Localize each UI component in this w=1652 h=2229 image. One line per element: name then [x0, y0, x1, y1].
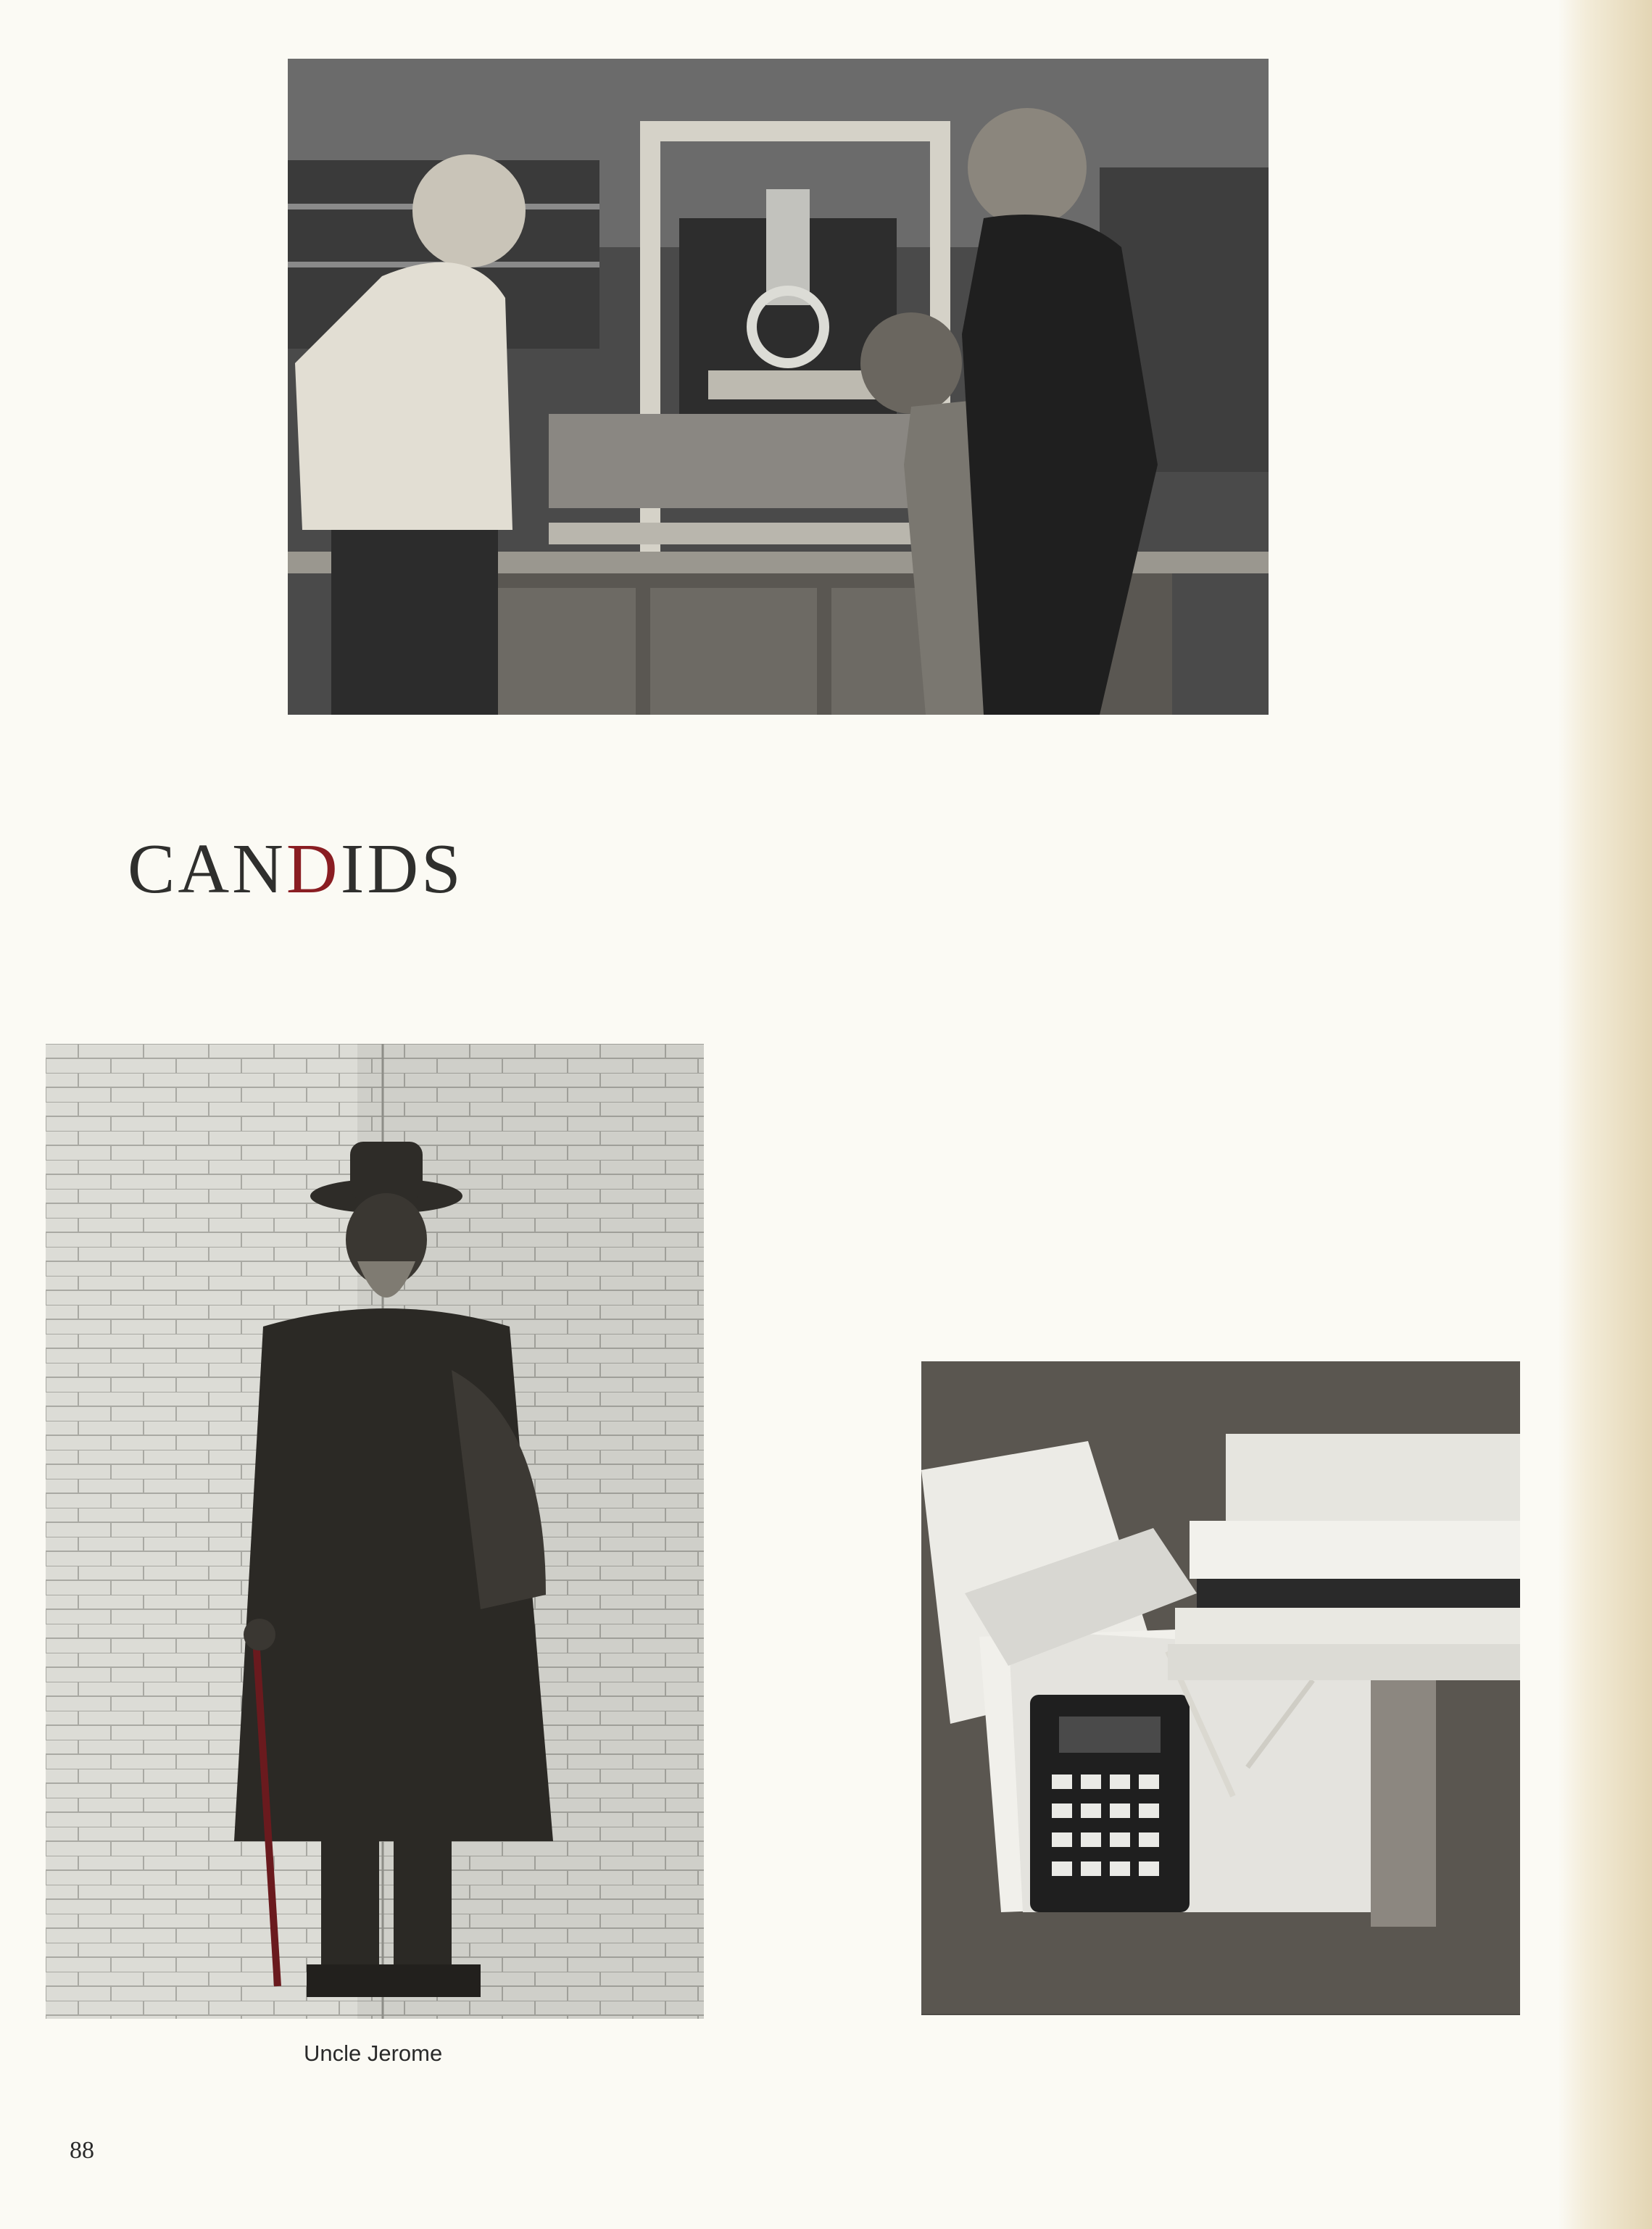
page-edge — [1558, 0, 1652, 2229]
photo-lab-testing-machine — [288, 59, 1269, 715]
heading-part-3: IDS — [340, 830, 464, 908]
heading-accent-letter: D — [286, 830, 341, 908]
photo-statue-uncle-jerome — [46, 1044, 704, 2019]
photo-desk-books-calculator — [921, 1361, 1520, 2015]
heading-part-1: CAN — [128, 830, 286, 908]
page-heading — [128, 830, 464, 908]
page-number: 88 — [70, 2137, 94, 2164]
statue-caption: Uncle Jerome — [304, 2041, 443, 2066]
